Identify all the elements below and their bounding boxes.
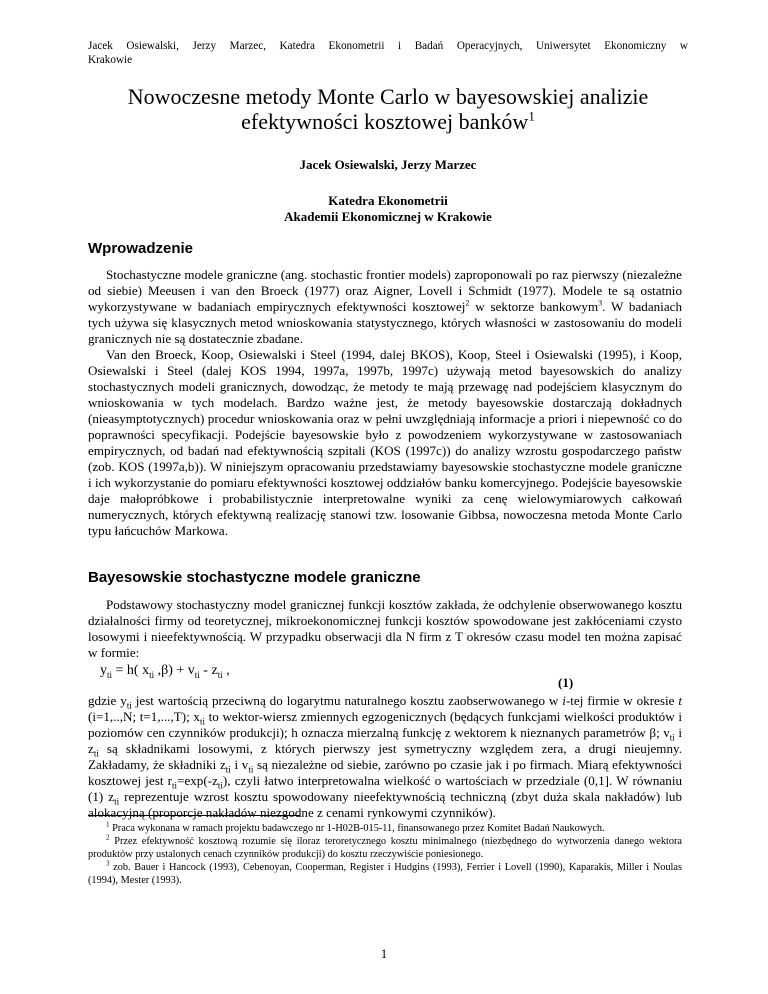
t-j: są niezależne od siebie, zarówno po czasie jak i po firmach. Miarą efektywności kosztowej jest r	[88, 757, 682, 788]
footnote-text: zob. Bauer i Hancock (1993), Cebenoyan, Cooperman, Register i Hudgins (1993), Ferrier i Lovell (1990), Kaparakis, Miller i Noulas (1994), Mester (1993).	[88, 862, 682, 886]
t-k: =exp(-z	[177, 773, 218, 788]
footnote-mark: 3	[106, 859, 110, 868]
footnote-ref-3: 3	[598, 298, 603, 308]
page-number: 1	[380, 946, 388, 961]
paper-title	[88, 84, 688, 134]
institution-line-2: Akademii Ekonomicznej w Krakowie	[284, 209, 492, 224]
footnote-3	[88, 861, 682, 887]
t-a: gdzie y	[88, 693, 127, 708]
footnote-1	[88, 822, 682, 835]
s: ti	[199, 716, 205, 727]
eq-sub: ti	[149, 669, 155, 680]
title-line-1: Nowoczesne metody Monte Carlo w bayesowskiej analizie	[127, 84, 649, 109]
eq-x: x	[142, 663, 150, 678]
authors: Jacek Osiewalski, Jerzy Marzec	[299, 157, 477, 172]
t-b: jest wartością przeciwną do logarytmu naturalnego kosztu zaobserwowanego w	[131, 693, 563, 708]
t-e: to wektor-wiersz zmiennych egzogenicznych (będących funkcjami wielkości produktów i poziomów cen czynników produkcji); h oznacza mierzalną funkcję z wektorem k nieznanych parametrów β; v	[88, 709, 682, 740]
header-line-2: Krakowie	[88, 54, 133, 66]
s: ti	[93, 748, 99, 759]
s: ti	[126, 700, 132, 711]
paragraph-model-1: Podstawowy stochastyczny model granicznej funkcji kosztów zakłada, że odchylenie obserwowanego kosztu działalności firmy od teoretycznej, mikroekonomicznej funkcji kosztów spowodowane jest zakłóceniami czysto losowymi i nieefektywnością. W przypadku obserwacji dla N firm z T okresów czasu model ten można zapisać w formie:	[88, 597, 682, 660]
eq-y: y	[100, 663, 107, 678]
t-h: i v	[230, 757, 249, 772]
title-footnote-mark: 1	[528, 108, 535, 124]
paragraph-intro-2: Van den Broeck, Koop, Osiewalski i Steel (1994, dalej BKOS), Koop, Steel i Osiewalski (1995), i Koop, Osiewalski i Steel (dalej KOS 1994, 1997a, 1997b, 1997c) używają metod bayesowskich do analizy stochastycznych modeli granicznych, dowodząc, że metody te mają przewagę nad podejściem klasycznym do wnioskowania w tych modelach. Bardzo ważne jest, że metody bayesowskie dostarczają dokładnych (nieasymptotycznych) procedur wnioskowania oraz w pełni uwzględniają informacje a priori i niepewność co do poprawności specyfikacji. Podejście bayesowskie było z powodzeniem wykorzystywane w zastosowaniach empirycznych, od badań nad efektywnością szpitali (KOS (1997c)) do analizy wzrostu gospodarczego państw (zob. KOS (1997a,b)). W niniejszym opracowaniu przedstawiamy bayesowskie stochastyczne modele graniczne i ich wykorzystanie do pomiaru efektywności kosztowej oddziałów banku komercyjnego. Podejście bayesowskie daje małopróbkowe i probabilistycznie interpretowalne wyniki za cenę wielowymiarowych całkowań numerycznych, których efektywną realizację stanowi tzw. losowanie Gibbsa, nowoczesna metoda Monte Carlo typu łańcuchów Markowa.	[88, 347, 682, 538]
footnote-separator	[88, 815, 300, 816]
section-heading-bayesian-models: Bayesowskie stochastyczne modele graniczne	[88, 569, 421, 586]
section-heading-introduction: Wprowadzenie	[88, 240, 194, 257]
eq-end: ,	[222, 663, 230, 678]
footnote-mark: 1	[106, 820, 110, 829]
eq-z: - z	[199, 663, 218, 678]
paragraph-model-2	[88, 693, 682, 821]
s: ti	[225, 764, 231, 775]
eq-h: = h(	[112, 663, 143, 678]
equation-number: (1)	[558, 675, 574, 690]
footnote-2	[88, 835, 682, 861]
equation-1	[100, 663, 230, 679]
title-line-2	[88, 109, 688, 134]
t-m: reprezentuje wzrost kosztu spowodowany nieefektywnością techniczną (zbyt duża skala nakładów) lub alokacyjną (proporcje nakładów niezgodne z cenami rynkowymi czynników).	[88, 789, 682, 820]
t-l: ), czyli łatwo interpretowalna wielkość o wartościach w przedziale (0,1]. W równaniu (1) z	[88, 773, 683, 804]
institution-line-1: Katedra Ekonometrii	[328, 193, 448, 208]
t-g: są składnikami losowymi, z których pierwszy jest symetryczny względem zera, a drugi nieujemny. Zakładamy, że składniki z	[88, 741, 682, 772]
intro-1-text-a: Stochastyczne modele graniczne (ang. stochastic frontier models) zaproponowali po raz pierwszy (niezależne od siebie) Meeusen i van den Broeck (1977) oraz Aigner, Lovell i Schmidt (1977). Modele te są ostatnio wykorzystywane w badaniach empirycznych efektywności kosztowej	[88, 267, 682, 314]
s: ti	[172, 780, 178, 791]
s: ti	[114, 796, 120, 807]
intro-1-text-c: . W badaniach tych używa się klasycznych metod wnioskowania statystycznego, których własności w zastosowaniu do modeli granicznych nie są dostatecznie zbadane.	[88, 299, 682, 346]
paragraph-intro-1	[88, 267, 682, 347]
intro-1-text-b: w sektorze bankowym	[469, 299, 599, 314]
t-t: t	[678, 693, 682, 708]
s: ti	[217, 780, 223, 791]
t-d: (i=1,..,N; t=1,...,T); x	[88, 709, 200, 724]
t-c: -tej firmie w okresie	[565, 693, 679, 708]
s: ti	[248, 764, 254, 775]
eq-sub: ti	[107, 669, 113, 680]
eq-sub: ti	[194, 669, 200, 680]
eq-beta: ,β) + v	[154, 663, 195, 678]
s: ti	[669, 732, 675, 743]
header-line-1: Jacek Osiewalski, Jerzy Marzec, Katedra Ekonometrii i Badań Operacyjnych, Uniwersytet Ekonomiczny w	[88, 40, 688, 52]
t-i: i	[562, 693, 566, 708]
footnote-text: Przez efektywność kosztową rozumie się iloraz teroretycznego kosztu minimalnego (niezbędnego do wytworzenia danego wektora produktów przy ustalonych cenach czynników produkcji) do kosztu rzeczywiście poniesionego.	[88, 836, 683, 860]
t-f: i z	[88, 725, 682, 756]
footnote-ref-2: 2	[465, 298, 470, 308]
footnote-mark: 2	[106, 833, 110, 842]
institution	[88, 193, 688, 225]
footnote-text: Praca wykonana w ramach projektu badawczego nr 1-H02B-015-11, finansowanego przez Komitet Badań Naukowych.	[112, 823, 605, 834]
title-line-2-text: efektywności kosztowej banków	[241, 109, 529, 134]
running-header	[88, 39, 688, 67]
eq-sub: ti	[217, 669, 223, 680]
